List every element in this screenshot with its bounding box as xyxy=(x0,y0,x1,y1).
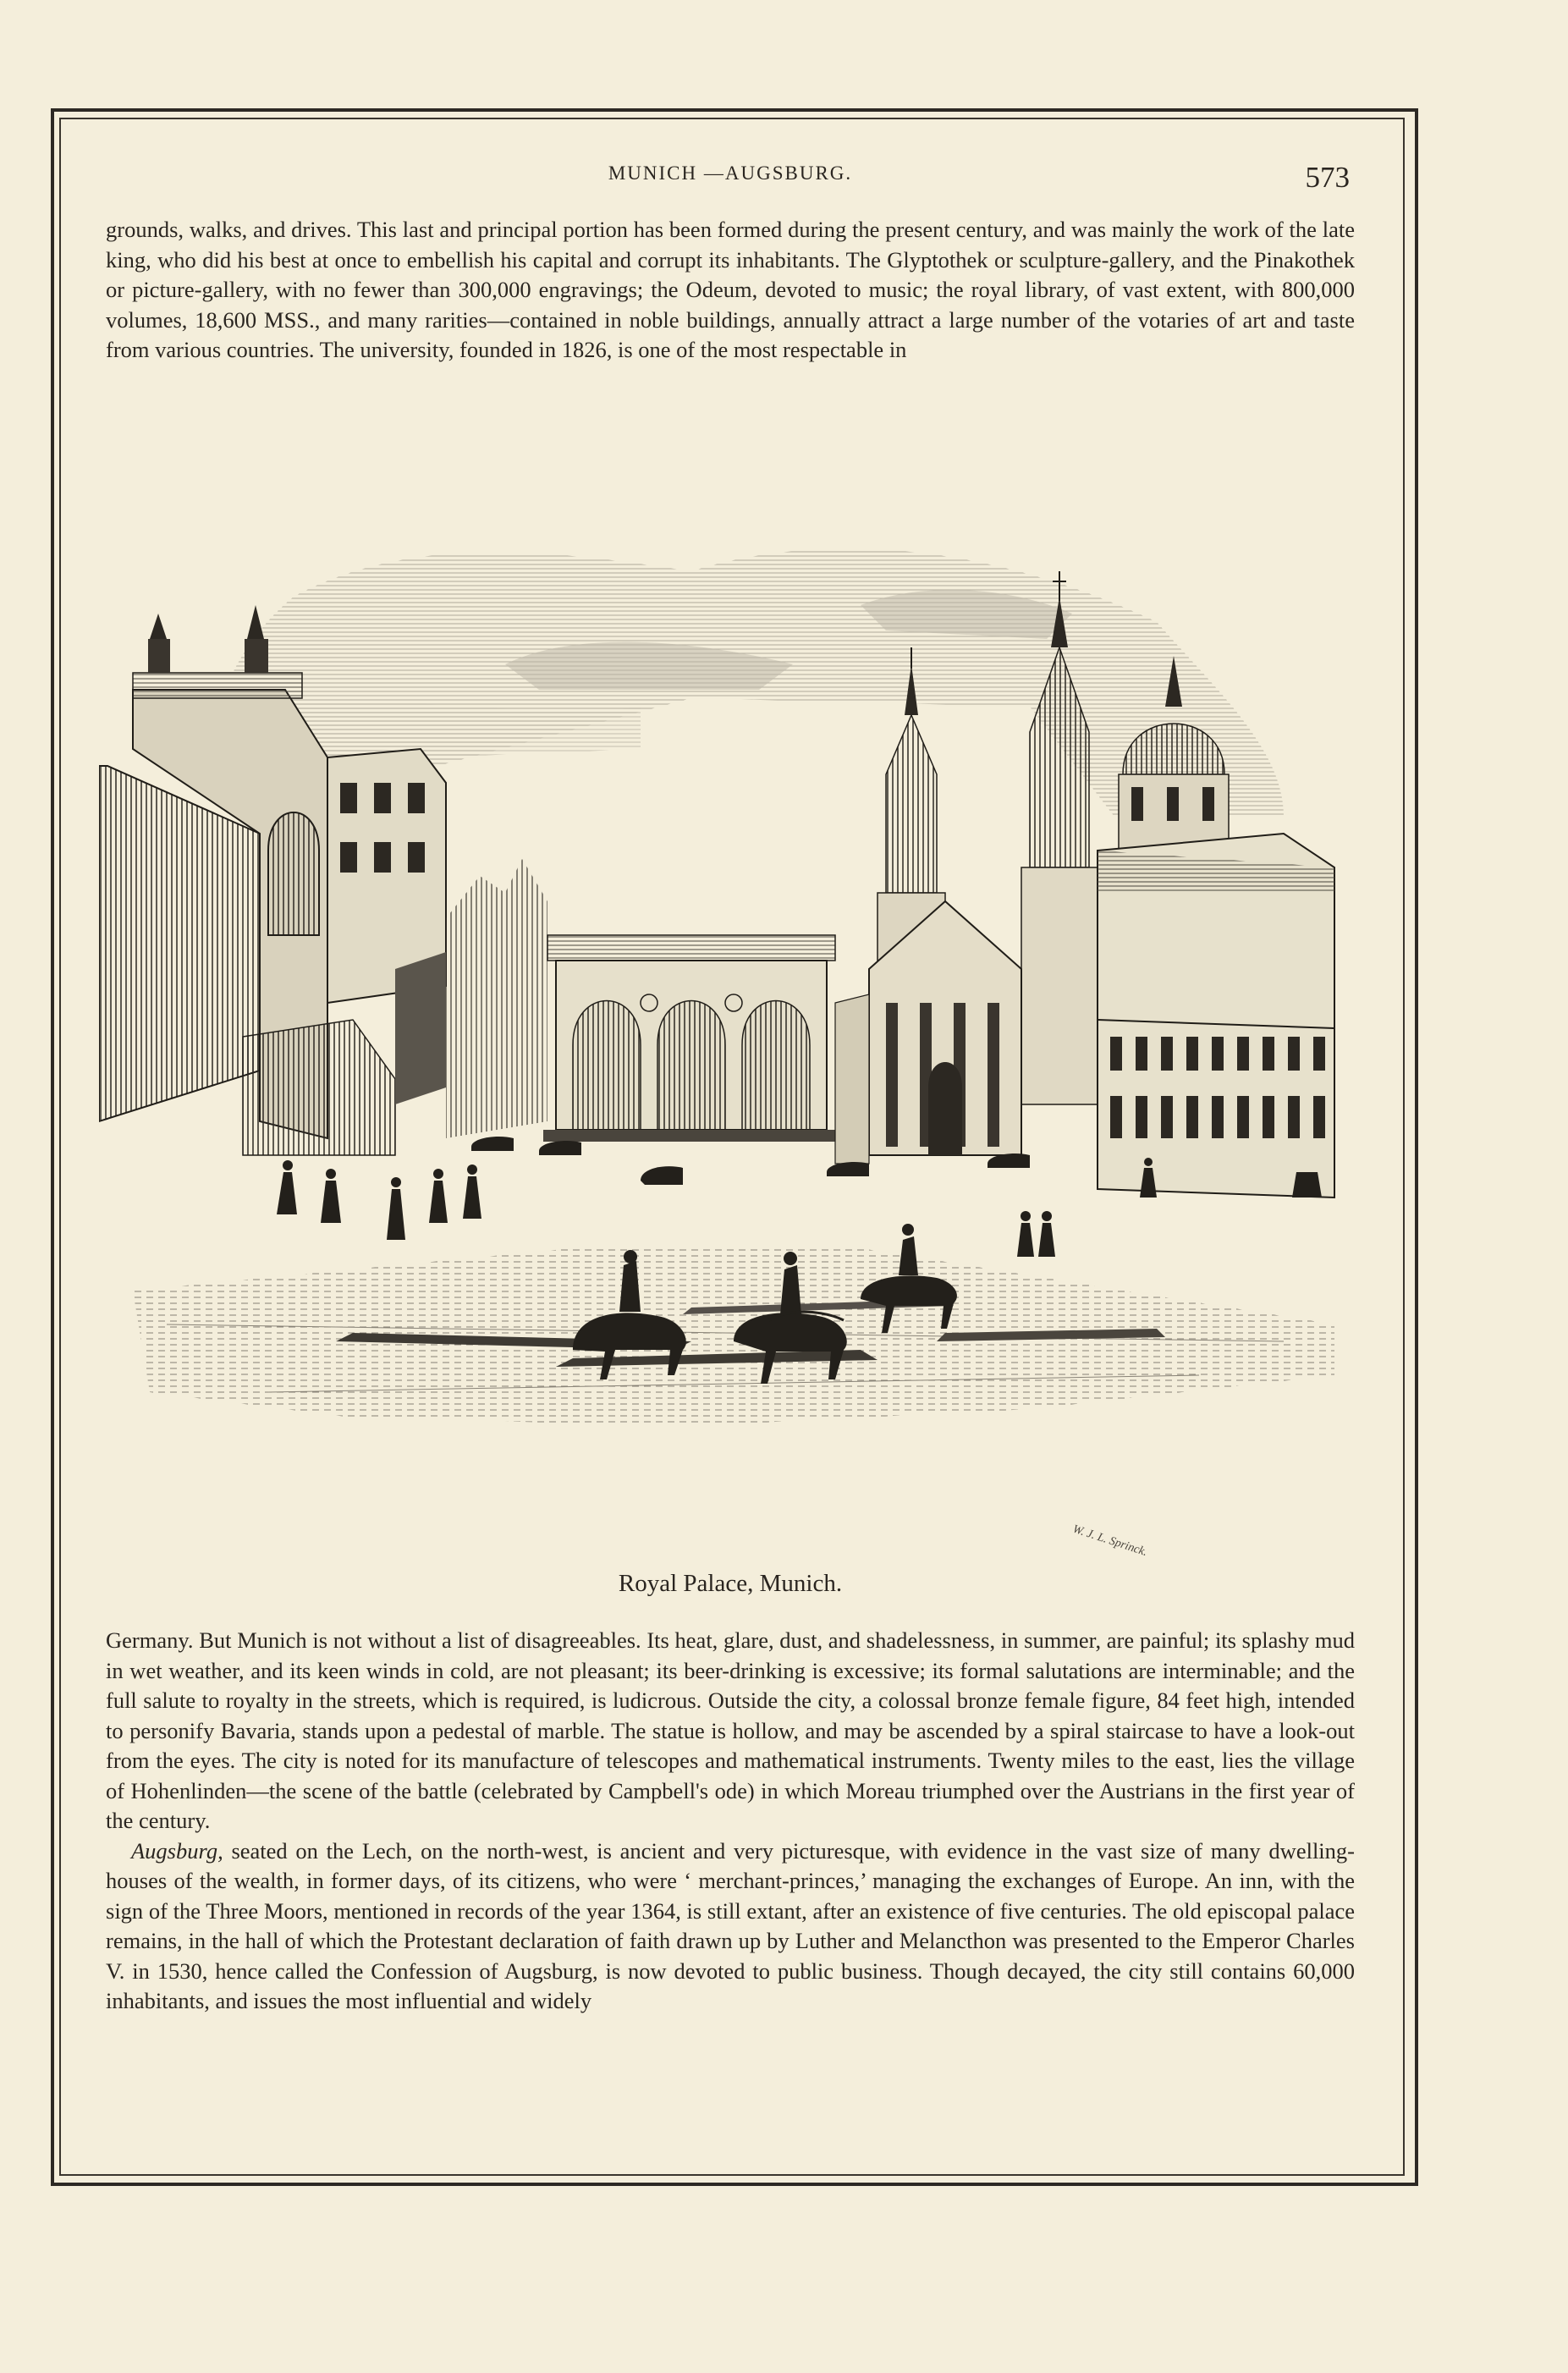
engraver-signature: W. J. L. Sprinck. xyxy=(1070,1522,1149,1560)
body-text-top xyxy=(106,215,1355,366)
square-ground xyxy=(133,1248,1334,1426)
paragraph-text: seated on the Lech, on the north-west, is ancient and very picturesque, with evidence in the vast size of many dwelling-houses of the wealth, in former days, of its citizens, who were ‘ merchant-princes,’ managing the exchanges of Europe. An inn, with the sign of the Three Moors, mentioned in records of the year 1364, is still extant, after an existence of five centuries. The old episcopal palace remains, in the hall of which the Protestant declaration of faith drawn up by Luther and Melancthon was presented to the Emperor Charles V. in 1530, hence called the Confession of Augsburg, is now devoted to public business. Though decayed, the city still contains 60,000 inhabitants, and issues the most influential and widely xyxy=(106,1837,1355,2013)
paragraph: grounds, walks, and drives. This last and principal portion has been formed during the present century, and was mainly the work of the late king, who did his best at once to embellish his capital and corrupt its inhabitants. The Glyptothek or sculpture-gallery, and the Pinakothek or picture-gallery, with no fewer than 300,000 engravings; the Odeum, devoted to music; the royal library, of vast extent, with 800,000 volumes, 18,600 MSS., and many rarities—contained in noble buildings, annually attract a large number of the votaries of art and taste from various countries. The university, founded in 1826, is one of the most respectable in xyxy=(106,217,1355,362)
paragraph-augsburg xyxy=(106,1836,1355,2017)
running-head: MUNICH —AUGSBURG. xyxy=(608,162,853,184)
engraving-royal-palace-munich xyxy=(99,495,1368,1561)
figure-caption: Royal Palace, Munich. xyxy=(618,1570,843,1597)
loggia-feldherrnhalle xyxy=(543,935,839,1142)
place-name-augsburg: Augsburg, xyxy=(131,1837,223,1864)
distant-buildings xyxy=(446,859,547,1138)
paragraph: Germany. But Munich is not without a list of disagreeables. Its heat, glare, dust, and shadelessness, in summer, are painful; its splashy mud in wet weather, and its keen winds in cold, are not pleasant; its beer-drinking is excessive; its formal salutations are interminable; and the full salute to royalty in the streets, which is required, is ludicrous. Outside the city, a colossal bronze female figure, 84 feet high, intended to personify Bavaria, stands upon a pedestal of marble. The statue is hollow, and may be ascended by a spiral staircase to have a look-out from the eyes. The city is noted for its manufacture of telescopes and mathematical instruments. Twenty miles to the east, lies the village of Hohenlinden—the scene of the battle (celebrated by Campbell's ode) in which Moreau triumphed over the Austrians in the first year of the century. xyxy=(106,1627,1355,1833)
page-number: 573 xyxy=(1305,161,1350,194)
body-text-bottom xyxy=(106,1626,1355,2017)
